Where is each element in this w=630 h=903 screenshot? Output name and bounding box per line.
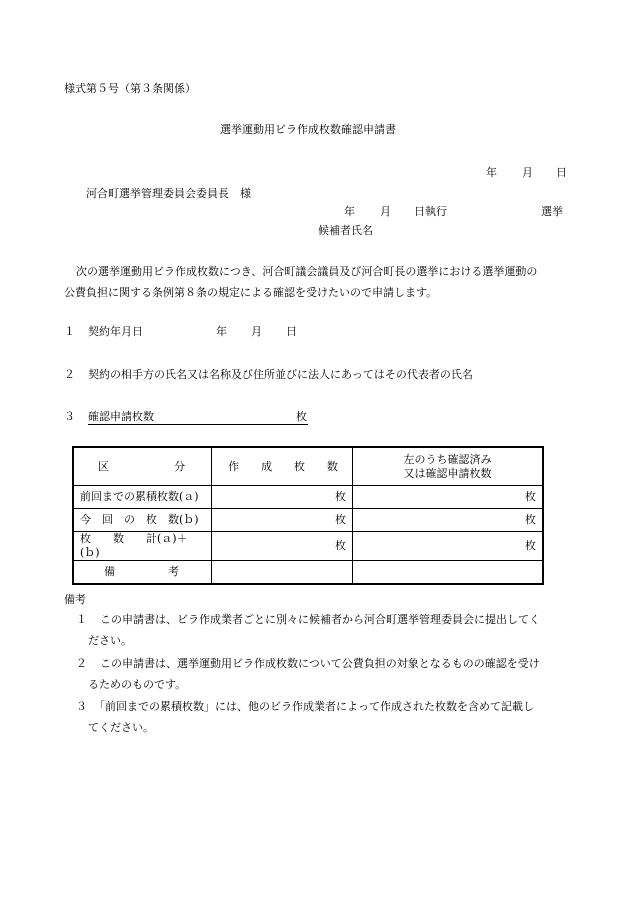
item1-label: 契約年月日	[88, 325, 143, 338]
note-line-1: 「前回までの累積枚数」には、他のビラ作成業者によって作成された枚数を含めて記載し	[94, 700, 534, 713]
row-cell-created: 枚	[212, 486, 353, 509]
date-year: 年	[486, 166, 497, 179]
table-row	[73, 486, 543, 509]
header-created-count	[212, 447, 353, 486]
row-label-remarks	[73, 561, 212, 585]
intro-line-2: 公費負担に関する条例第８条の規定による確認を受けたいので申請します。	[64, 286, 438, 299]
item3-underline	[88, 424, 308, 425]
header-confirmed-count	[352, 447, 543, 486]
form-title: 選挙運動用ビラ作成枚数確認申請書	[220, 123, 396, 136]
row-cell-confirmed: 枚	[352, 532, 543, 561]
candidate-name-label: 候補者氏名	[318, 224, 373, 237]
date-day: 日	[556, 166, 567, 179]
item1-day: 日	[286, 325, 297, 338]
item3-unit: 枚	[296, 410, 307, 423]
header-created-char-2: 成	[261, 459, 273, 473]
remarks-cell-created	[212, 561, 353, 585]
item2-number: ２	[64, 368, 75, 381]
note-line-1: この申請書は、ビラ作成業者ごとに別々に候補者から河合町選挙管理委員会に提出してく	[100, 613, 540, 626]
election-year: 年	[344, 205, 355, 218]
note-line-1: この申請書は、選挙運動用ビラ作成枚数について公費負担の対象となるものの確認を受け	[100, 657, 540, 670]
header-created-char-3: 枚	[294, 459, 305, 473]
note-line-2: るためのものです。	[88, 678, 187, 691]
row-cell-confirmed: 枚	[352, 509, 543, 532]
row-cell-created: 枚	[212, 532, 353, 561]
count-table	[72, 446, 544, 585]
notes-heading: 備考	[64, 593, 86, 606]
row-cell-confirmed: 枚	[352, 486, 543, 509]
header-confirmed-line-1: 左のうち確認済み	[403, 452, 492, 466]
table-header-row	[73, 447, 543, 486]
item3-label: 確認申請枚数	[88, 410, 154, 423]
header-created-char-1: 作	[228, 459, 240, 473]
header-category	[73, 447, 212, 486]
row-label-current: 今 回 の 枚 数(ｂ)	[73, 509, 212, 532]
remarks-cell-confirmed	[352, 561, 543, 585]
remarks-char-2: 考	[168, 565, 180, 578]
header-category-char-2: 分	[174, 459, 186, 473]
form-number: 様式第５号（第３条関係）	[64, 82, 196, 95]
election-day: 日執行	[414, 205, 447, 218]
header-confirmed-line-2: 又は確認申請枚数	[403, 466, 492, 480]
note-line-2: てください。	[88, 721, 154, 734]
header-category-char-1: 区	[98, 459, 109, 473]
intro-line-1: 次の選挙運動用ビラ作成枚数につき、河合町議会議員及び河合町長の選挙における選挙運動の	[76, 265, 538, 278]
table-row	[73, 532, 543, 561]
table-row-remarks	[73, 561, 543, 585]
date-month: 月	[522, 166, 533, 179]
item1-year: 年	[216, 325, 227, 338]
item1-number: １	[64, 325, 75, 338]
row-label-total: 枚 数 計(ａ)＋(ｂ)	[73, 532, 212, 561]
remarks-char-1: 備	[104, 565, 115, 578]
note-line-2: ださい。	[88, 634, 132, 647]
note-number: ２	[76, 657, 87, 670]
election-suffix: 選挙	[541, 205, 563, 218]
item2-label: 契約の相手方の氏名又は名称及び住所並びに法人にあってはその代表者の氏名	[88, 368, 473, 381]
addressee: 河合町選挙管理委員会委員長 様	[86, 187, 251, 200]
note-number: ３	[76, 700, 87, 713]
note-number: １	[76, 613, 87, 626]
header-created-char-4: 数	[326, 459, 338, 473]
item3-number: ３	[64, 410, 75, 423]
election-month: 月	[380, 205, 391, 218]
row-label-previous: 前回までの累積枚数(ａ)	[73, 486, 212, 509]
item1-month: 月	[251, 325, 262, 338]
table-row	[73, 509, 543, 532]
row-cell-created: 枚	[212, 509, 353, 532]
